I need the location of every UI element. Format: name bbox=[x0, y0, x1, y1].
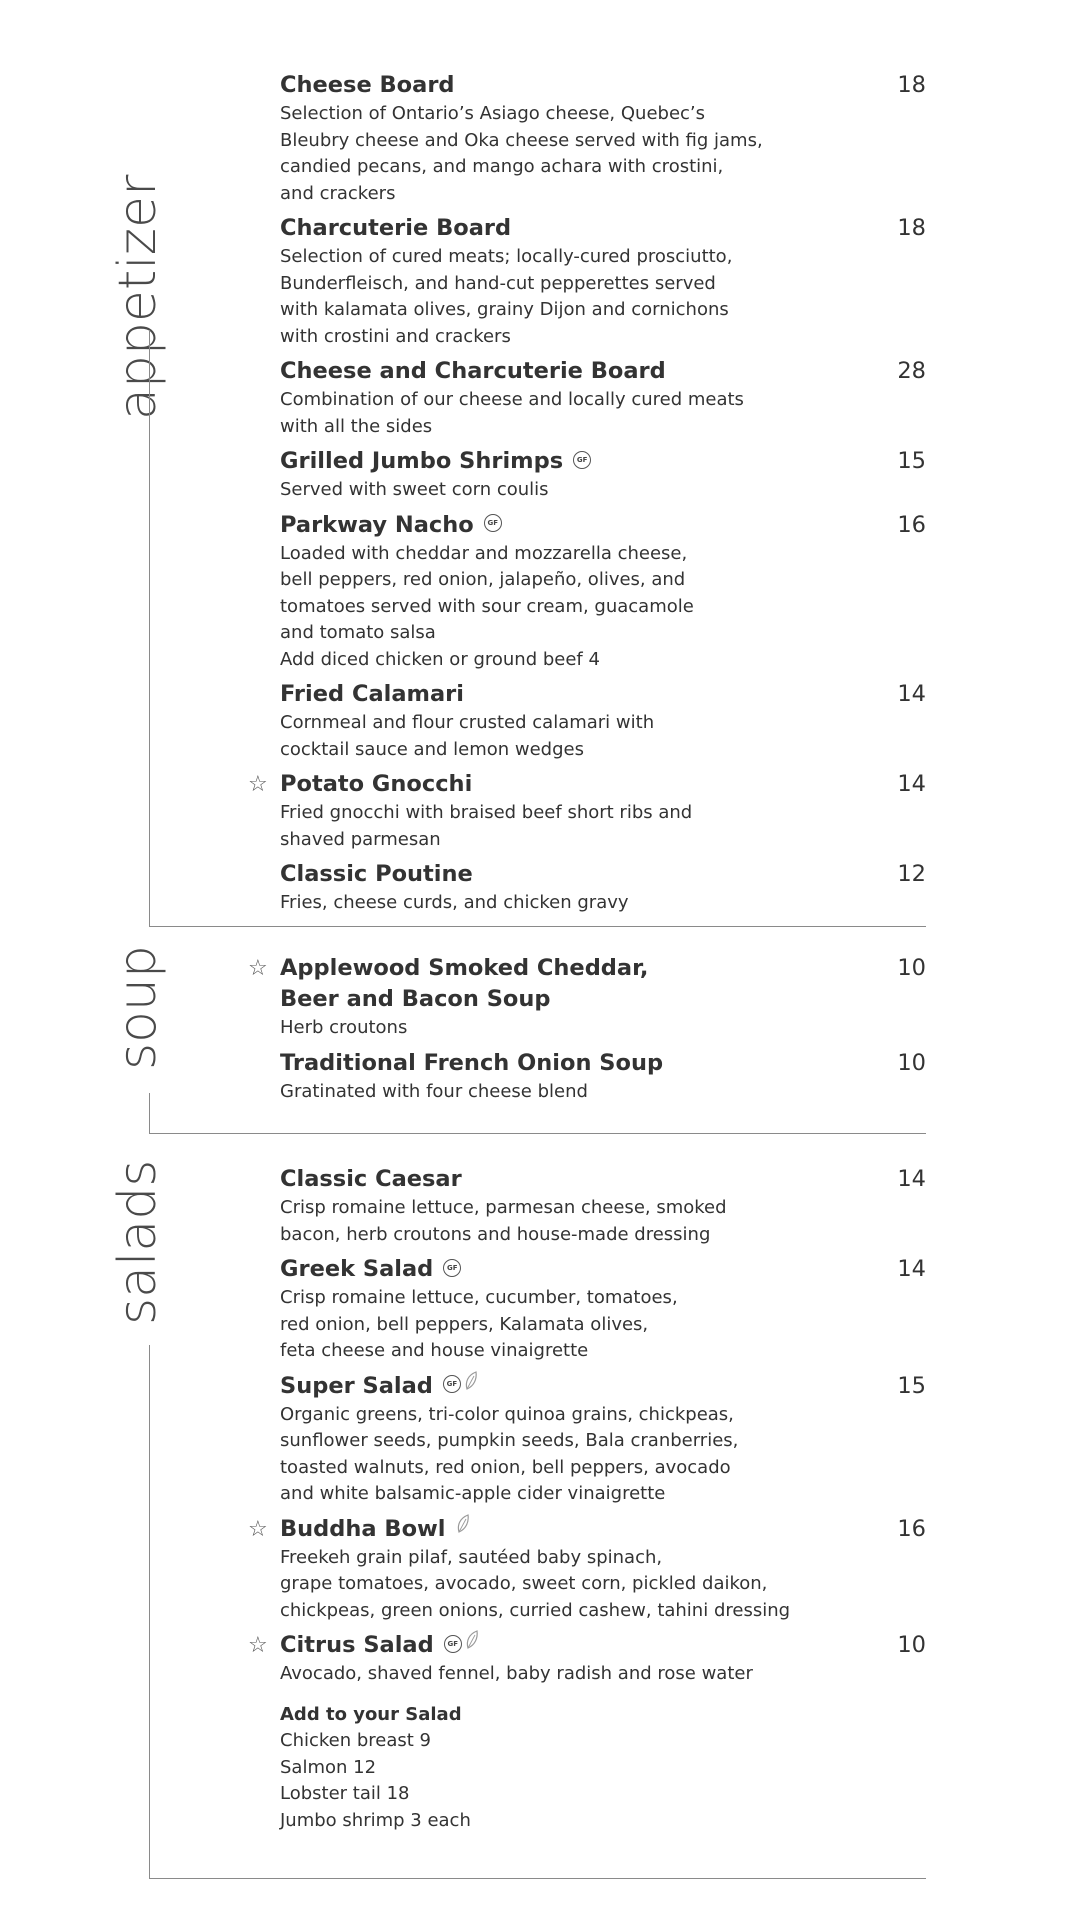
item-name-row bbox=[280, 1254, 820, 1285]
item-description: Served with sweet corn coulis bbox=[280, 479, 549, 500]
item-name: Classic Caesar bbox=[280, 1166, 462, 1192]
item-description: Herb croutons bbox=[280, 1017, 408, 1038]
gluten-free-icon: GF bbox=[573, 451, 591, 469]
item-name-row bbox=[280, 510, 820, 541]
vegan-leaf-icon bbox=[465, 1628, 479, 1659]
item-name: Grilled Jumbo Shrimps bbox=[280, 448, 564, 474]
item-name: Charcuterie Board bbox=[280, 215, 512, 241]
soup-divider-horizontal bbox=[149, 1133, 926, 1134]
item-price: 14 bbox=[897, 1256, 926, 1282]
gluten-free-icon: GF bbox=[443, 1259, 461, 1277]
item-price: 10 bbox=[897, 955, 926, 981]
item-name: Parkway Nacho bbox=[280, 511, 474, 538]
menu-item bbox=[280, 356, 926, 440]
menu-item bbox=[280, 446, 926, 504]
addon-title: Add to your Salad bbox=[280, 1703, 462, 1725]
item-price: 10 bbox=[897, 1632, 926, 1658]
gluten-free-icon: GF bbox=[444, 1635, 462, 1653]
appetizer-divider-horizontal bbox=[149, 926, 926, 927]
salads-divider-vertical bbox=[149, 1345, 150, 1878]
item-description: Loaded with cheddar and mozzarella cheese, bell peppers, red onion, jalapeño, olives, and tomatoes served with sour cream, guacamole and tomato salsa Add diced chicken or ground beef 4 bbox=[280, 542, 694, 670]
item-name: Traditional French Onion Soup bbox=[280, 1049, 664, 1076]
star-icon: ☆ bbox=[248, 956, 268, 981]
item-name: Cheese Board bbox=[280, 72, 455, 98]
item-name-row bbox=[280, 1514, 820, 1545]
menu-item bbox=[280, 510, 926, 674]
item-name: Applewood Smoked Cheddar, bbox=[280, 955, 649, 981]
addon-item: Chicken breast 9 bbox=[280, 1730, 432, 1751]
item-description: Avocado, shaved fennel, baby radish and rose water bbox=[280, 1663, 753, 1684]
appetizer-title: appetizer bbox=[108, 174, 168, 420]
item-description: Selection of Ontario’s Asiago cheese, Quebec’s Bleubry cheese and Oka cheese served with fig jams, candied pecans, and mango achara with crostini, and crackers bbox=[280, 103, 763, 204]
star-icon: ☆ bbox=[248, 772, 268, 797]
menu-item bbox=[248, 1514, 926, 1625]
item-price: 18 bbox=[897, 72, 926, 98]
item-name: Cheese and Charcuterie Board bbox=[280, 358, 666, 384]
salads-divider-horizontal bbox=[149, 1878, 926, 1879]
item-name-row bbox=[280, 446, 820, 477]
menu-item bbox=[280, 1254, 926, 1365]
item-description: Combination of our cheese and locally cured meats with all the sides bbox=[280, 389, 744, 437]
star-icon: ☆ bbox=[248, 1516, 268, 1542]
addon-item: Lobster tail 18 bbox=[280, 1783, 410, 1804]
item-price: 28 bbox=[897, 358, 926, 384]
item-price: 14 bbox=[897, 681, 926, 707]
item-price: 14 bbox=[897, 1166, 926, 1192]
menu-item bbox=[280, 679, 926, 763]
item-price: 18 bbox=[897, 215, 926, 241]
addon-item: Salmon 12 bbox=[280, 1756, 377, 1778]
menu-item bbox=[248, 953, 926, 1042]
menu-item bbox=[280, 1164, 926, 1248]
salad-addons bbox=[280, 1702, 926, 1835]
menu-item bbox=[280, 70, 926, 207]
star-icon: ☆ bbox=[248, 1633, 268, 1658]
item-price: 10 bbox=[897, 1049, 926, 1076]
salads-items bbox=[248, 1164, 926, 1834]
vegan-leaf-icon bbox=[464, 1369, 478, 1400]
soup-title: soup bbox=[108, 945, 168, 1070]
salads-title: salads bbox=[108, 1159, 168, 1325]
item-name-row bbox=[280, 1630, 820, 1661]
item-name: Fried Calamari bbox=[280, 681, 464, 707]
menu-item bbox=[280, 213, 926, 350]
item-name: Greek Salad bbox=[280, 1256, 434, 1282]
soup-items bbox=[248, 953, 926, 1111]
menu-item bbox=[248, 1630, 926, 1688]
item-price: 14 bbox=[897, 771, 926, 797]
menu-item bbox=[280, 1048, 926, 1106]
appetizer-items bbox=[248, 70, 926, 923]
item-description: Cornmeal and flour crusted calamari with cocktail sauce and lemon wedges bbox=[280, 712, 655, 760]
item-name: Classic Poutine bbox=[280, 861, 473, 887]
item-price: 12 bbox=[897, 861, 926, 887]
vegan-leaf-icon bbox=[456, 1512, 470, 1543]
item-description: Freekeh grain pilaf, sautéed baby spinach, grape tomatoes, avocado, sweet corn, pickled daikon, chickpeas, green onions, curried cashew, tahini dressing bbox=[280, 1546, 791, 1621]
item-description: Organic greens, tri-color quinoa grains, chickpeas, sunflower seeds, pumpkin seeds, Bala cranberries, toasted walnuts, red onion, bell peppers, avocado and white balsamic-apple cider vinaigrette bbox=[280, 1403, 739, 1504]
item-description: Fries, cheese curds, and chicken gravy bbox=[280, 892, 629, 913]
item-name-line-2: Beer and Bacon Soup bbox=[280, 986, 551, 1012]
item-name: Citrus Salad bbox=[280, 1632, 434, 1658]
item-description: Crisp romaine lettuce, cucumber, tomatoes, red onion, bell peppers, Kalamata olives, feta cheese and house vinaigrette bbox=[280, 1287, 678, 1361]
item-price: 16 bbox=[897, 1515, 926, 1542]
menu-item bbox=[280, 859, 926, 917]
item-name: Super Salad bbox=[280, 1372, 433, 1399]
item-price: 15 bbox=[897, 1372, 926, 1399]
item-description: Crisp romaine lettuce, parmesan cheese, smoked bacon, herb croutons and house-made dressing bbox=[280, 1197, 727, 1245]
item-price: 15 bbox=[897, 448, 926, 474]
item-description: Gratinated with four cheese blend bbox=[280, 1080, 588, 1102]
gluten-free-icon: GF bbox=[484, 514, 502, 532]
item-name: Potato Gnocchi bbox=[280, 771, 473, 797]
item-price: 16 bbox=[897, 511, 926, 538]
addon-item: Jumbo shrimp 3 each bbox=[280, 1809, 471, 1831]
gluten-free-icon: GF bbox=[443, 1375, 461, 1393]
menu-item bbox=[280, 1371, 926, 1508]
item-name-row bbox=[280, 1371, 820, 1402]
item-description: Fried gnocchi with braised beef short ribs and shaved parmesan bbox=[280, 802, 693, 850]
item-name: Buddha Bowl bbox=[280, 1515, 446, 1542]
item-description: Selection of cured meats; locally-cured prosciutto, Bunderfleisch, and hand-cut pepperettes served with kalamata olives, grainy Dijon and cornichons with crostini and crackers bbox=[280, 246, 733, 347]
menu-item bbox=[248, 769, 926, 853]
